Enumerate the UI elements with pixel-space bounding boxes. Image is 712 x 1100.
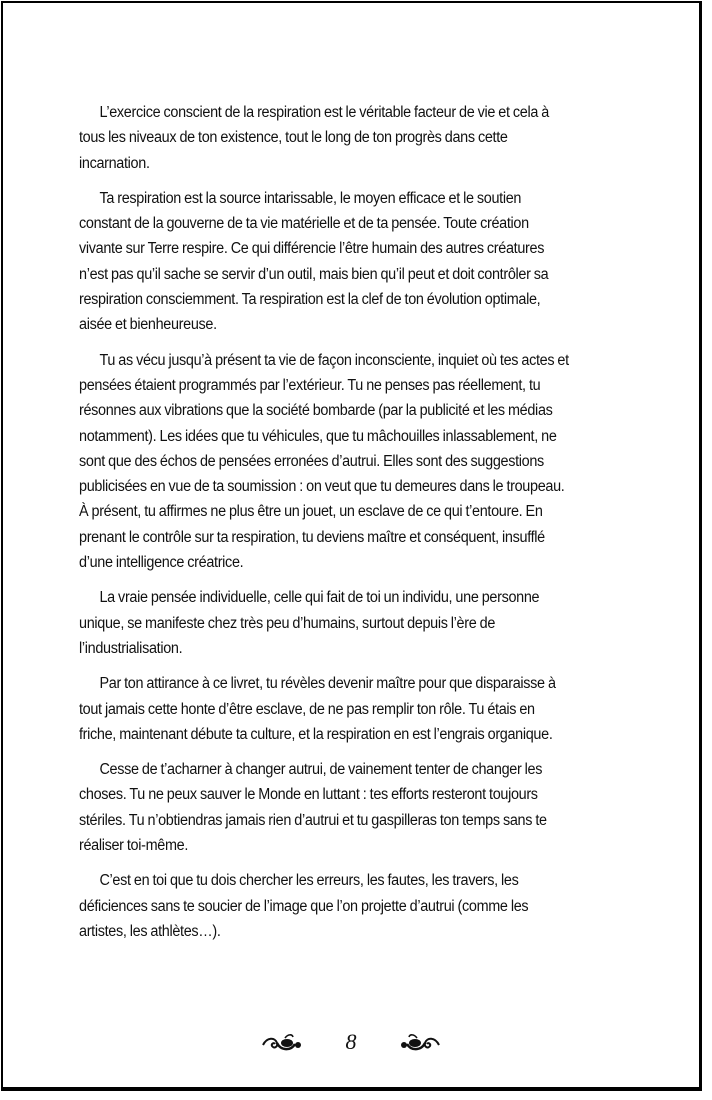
paragraph: La vraie pensée individuelle, celle qui fait de toi un individu, une personne unique, se manifeste chez très peu d’humains, surtout depuis l’ère de l’industrialisation. (79, 589, 540, 657)
paragraph: Cesse de t’acharner à changer autrui, de vainement tenter de changer les choses. Tu ne peux sauver le Monde en luttant : tes efforts resteront toujours stériles. Tu n’obtiendras jamais rien d’autrui et tu gaspilleras ton temps sans te réaliser toi-même. (79, 761, 547, 855)
body-text (79, 100, 574, 954)
paragraph: Par ton attirance à ce livret, tu révèles devenir maître pour que disparaisse à tout jamais cette honte d’être esclave, de ne pas remplir ton rôle. Tu étais en friche, maintenant débute ta culture, et la respiration en est l’engrais organique. (79, 675, 556, 743)
book-page (1, 1, 702, 1091)
paragraph: Tu as vécu jusqu’à présent ta vie de façon inconsciente, inquiet où tes actes et pensées étaient programmés par l’extérieur. Tu ne penses pas réellement, tu résonnes aux vibrations que la société bombarde (par la publicité et les médias notamment). Les idées que tu véhicules, que tu mâchouilles inlassablement, ne sont que des échos de pensées erronées d’autrui. Elles sont des suggestions publicisées en vue de ta soumission : on veut que tu demeures dans le troupeau. À présent, tu affirmes ne plus être un jouet, un esclave de ce qui t’entoure. En prenant le contrôle sur ta respiration, tu deviens maître et conséquent, insufflé d’une intelligence créatrice. (79, 351, 569, 572)
paragraph: Ta respiration est la source intarissable, le moyen efficace et le soutien constant de la gouverne de ta vie matérielle et de ta pensée. Toute création vivante sur Terre respire. Ce qui différencie l’être humain des autres créatures n’est pas qu’il sache se servir d’un outil, mais bien qu’il peut et doit contrôler sa respiration consciemment. Ta respiration est la clef de ton évolution optimale, aisée et bienheureuse. (79, 189, 549, 334)
fleuron-right-icon (399, 1031, 441, 1053)
paragraph: C’est en toi que tu dois chercher les erreurs, les fautes, les travers, les déficiences sans te soucier de l’image que l’on projette d’autrui (comme les artistes, les athlètes…). (79, 872, 529, 940)
page-footer (3, 1029, 699, 1055)
page-number: 8 (345, 1029, 357, 1054)
paragraph: L’exercice conscient de la respiration est le véritable facteur de vie et cela à tous les niveaux de ton existence, tout le long de ton progrès dans cette incarnation. (79, 104, 549, 172)
fleuron-left-icon (261, 1031, 303, 1053)
